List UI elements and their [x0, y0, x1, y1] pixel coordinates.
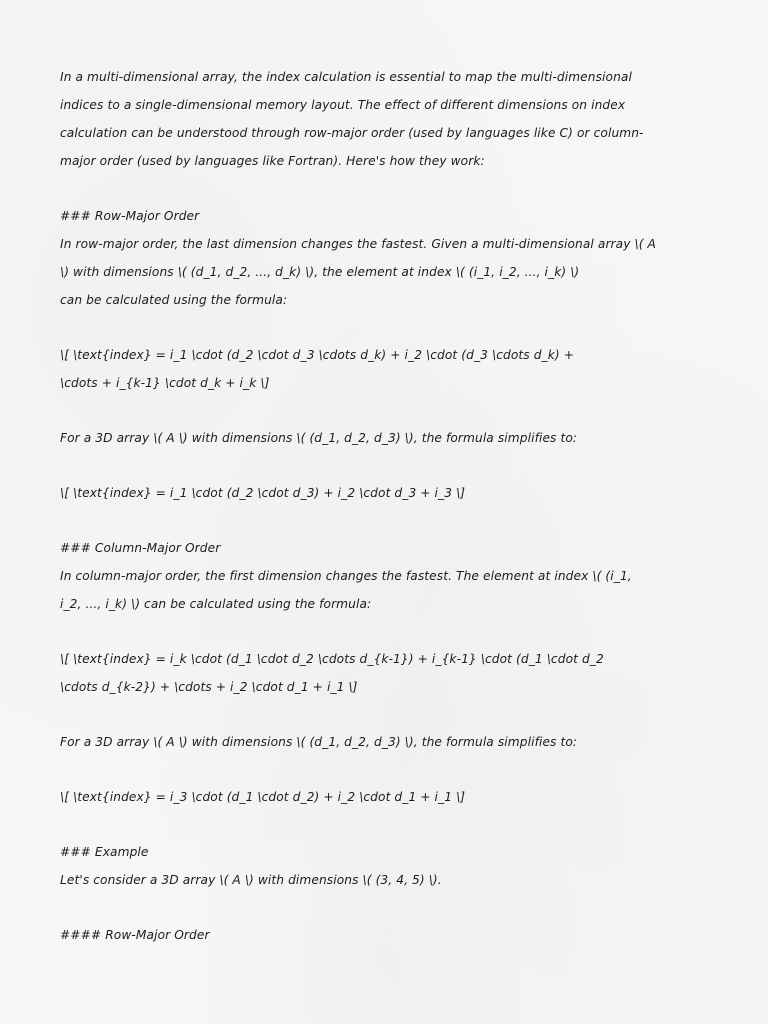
row-major-description-1: In row-major order, the last dimension changes the fastest. Given a multi-dimensional array \( A — [60, 237, 656, 251]
example-heading: ### Example — [60, 845, 149, 859]
row-major-description-2: \) with dimensions \( (d_1, d_2, ..., d_k) \), the element at index \( (i_1, i_2, ..., i_k) \) — [60, 265, 580, 279]
row-major-formula-2: \cdots + i_{k-1} \cdot d_k + i_k \] — [60, 376, 270, 390]
intro-line-1: In a multi-dimensional array, the index calculation is essential to map the multi-dimensional — [60, 70, 632, 84]
column-major-simplify-text: For a 3D array \( A \) with dimensions \( (d_1, d_2, d_3) \), the formula simplifies to: — [60, 735, 578, 749]
column-major-formula-2: \cdots d_{k-2}) + \cdots + i_2 \cdot d_1 + i_1 \] — [60, 680, 358, 694]
column-major-formula-1: \[ \text{index} = i_k \cdot (d_1 \cdot d_2 \cdots d_{k-1}) + i_{k-1} \cdot (d_1 \cdot d_2 — [60, 652, 604, 666]
intro-line-2: indices to a single-dimensional memory layout. The effect of different dimensions on index — [60, 98, 626, 112]
example-text: Let's consider a 3D array \( A \) with dimensions \( (3, 4, 5) \). — [60, 873, 442, 887]
row-major-formula-1: \[ \text{index} = i_1 \cdot (d_2 \cdot d_3 \cdots d_k) + i_2 \cdot (d_3 \cdots d_k) + — [60, 348, 575, 362]
example-subheading: #### Row-Major Order — [60, 928, 210, 942]
column-major-heading: ### Column-Major Order — [60, 541, 221, 555]
row-major-description-3: can be calculated using the formula: — [60, 293, 288, 307]
row-major-heading: ### Row-Major Order — [60, 209, 200, 223]
intro-line-3: calculation can be understood through row-major order (used by languages like C) or column- — [60, 126, 644, 140]
column-major-description-2: i_2, ..., i_k) \) can be calculated using the formula: — [60, 597, 372, 611]
column-major-simplified-formula: \[ \text{index} = i_3 \cdot (d_1 \cdot d_2) + i_2 \cdot d_1 + i_1 \] — [60, 790, 466, 804]
column-major-description-1: In column-major order, the first dimension changes the fastest. The element at index \( (i_1, — [60, 569, 632, 583]
intro-line-4: major order (used by languages like Fortran). Here's how they work: — [60, 154, 485, 168]
row-major-simplify-text: For a 3D array \( A \) with dimensions \( (d_1, d_2, d_3) \), the formula simplifies to: — [60, 431, 578, 445]
row-major-simplified-formula: \[ \text{index} = i_1 \cdot (d_2 \cdot d_3) + i_2 \cdot d_3 + i_3 \] — [60, 486, 466, 500]
